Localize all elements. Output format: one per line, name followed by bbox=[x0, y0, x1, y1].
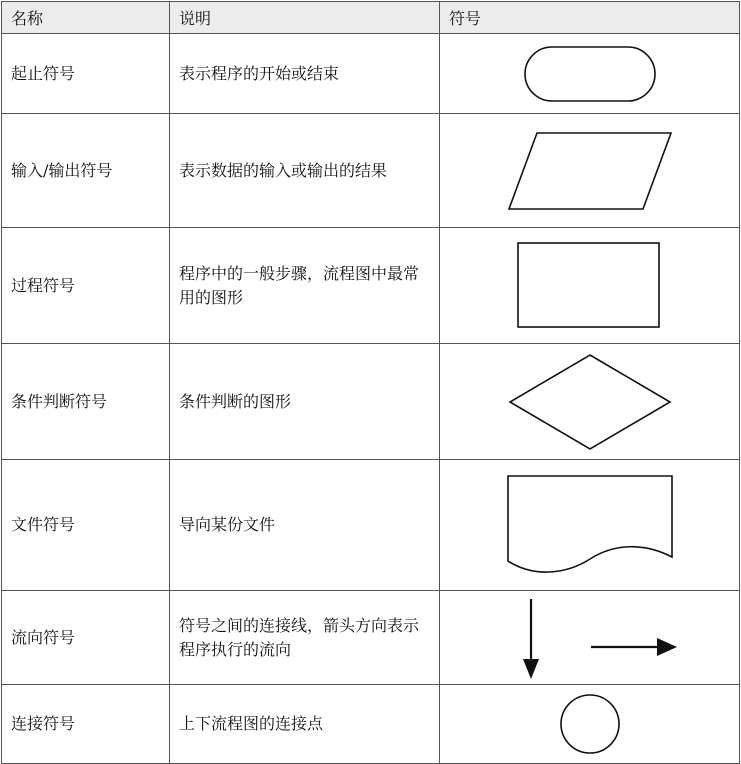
row-symbol bbox=[440, 685, 740, 764]
arrow-down-head bbox=[523, 659, 539, 679]
row-name: 输入/输出符号 bbox=[2, 114, 170, 228]
parallelogram-icon bbox=[505, 129, 675, 213]
table-header-row bbox=[2, 2, 740, 34]
circle-connector-icon bbox=[557, 692, 623, 756]
rectangle-icon bbox=[515, 240, 665, 332]
table-row bbox=[2, 685, 740, 764]
table-row bbox=[2, 344, 740, 460]
row-description: 上下流程图的连接点 bbox=[170, 685, 440, 764]
row-description: 条件判断的图形 bbox=[170, 344, 440, 460]
row-description: 程序中的一般步骤，流程图中最常用的图形 bbox=[170, 228, 440, 344]
row-description: 表示程序的开始或结束 bbox=[170, 34, 440, 114]
row-symbol bbox=[440, 228, 740, 344]
row-name: 连接符号 bbox=[2, 685, 170, 764]
row-name: 起止符号 bbox=[2, 34, 170, 114]
row-symbol bbox=[440, 114, 740, 228]
arrow-right-head bbox=[657, 638, 677, 656]
row-name: 过程符号 bbox=[2, 228, 170, 344]
row-symbol bbox=[440, 344, 740, 460]
table-row bbox=[2, 460, 740, 591]
row-description: 符号之间的连接线，箭头方向表示程序执行的流向 bbox=[170, 591, 440, 685]
row-description: 表示数据的输入或输出的结果 bbox=[170, 114, 440, 228]
arrows-icon bbox=[495, 595, 685, 681]
table-row bbox=[2, 228, 740, 344]
table-row bbox=[2, 114, 740, 228]
header-name: 名称 bbox=[2, 2, 170, 34]
table-row bbox=[2, 34, 740, 114]
row-description: 导向某份文件 bbox=[170, 460, 440, 591]
row-symbol bbox=[440, 460, 740, 591]
diamond-icon bbox=[507, 352, 673, 452]
header-description: 说明 bbox=[170, 2, 440, 34]
terminal-oval-icon bbox=[520, 44, 660, 104]
document-icon bbox=[505, 473, 675, 577]
flowchart-symbol-table bbox=[1, 1, 740, 764]
row-name: 流向符号 bbox=[2, 591, 170, 685]
row-name: 条件判断符号 bbox=[2, 344, 170, 460]
table-row bbox=[2, 591, 740, 685]
row-name: 文件符号 bbox=[2, 460, 170, 591]
header-symbol: 符号 bbox=[440, 2, 740, 34]
row-symbol bbox=[440, 34, 740, 114]
row-symbol bbox=[440, 591, 740, 685]
